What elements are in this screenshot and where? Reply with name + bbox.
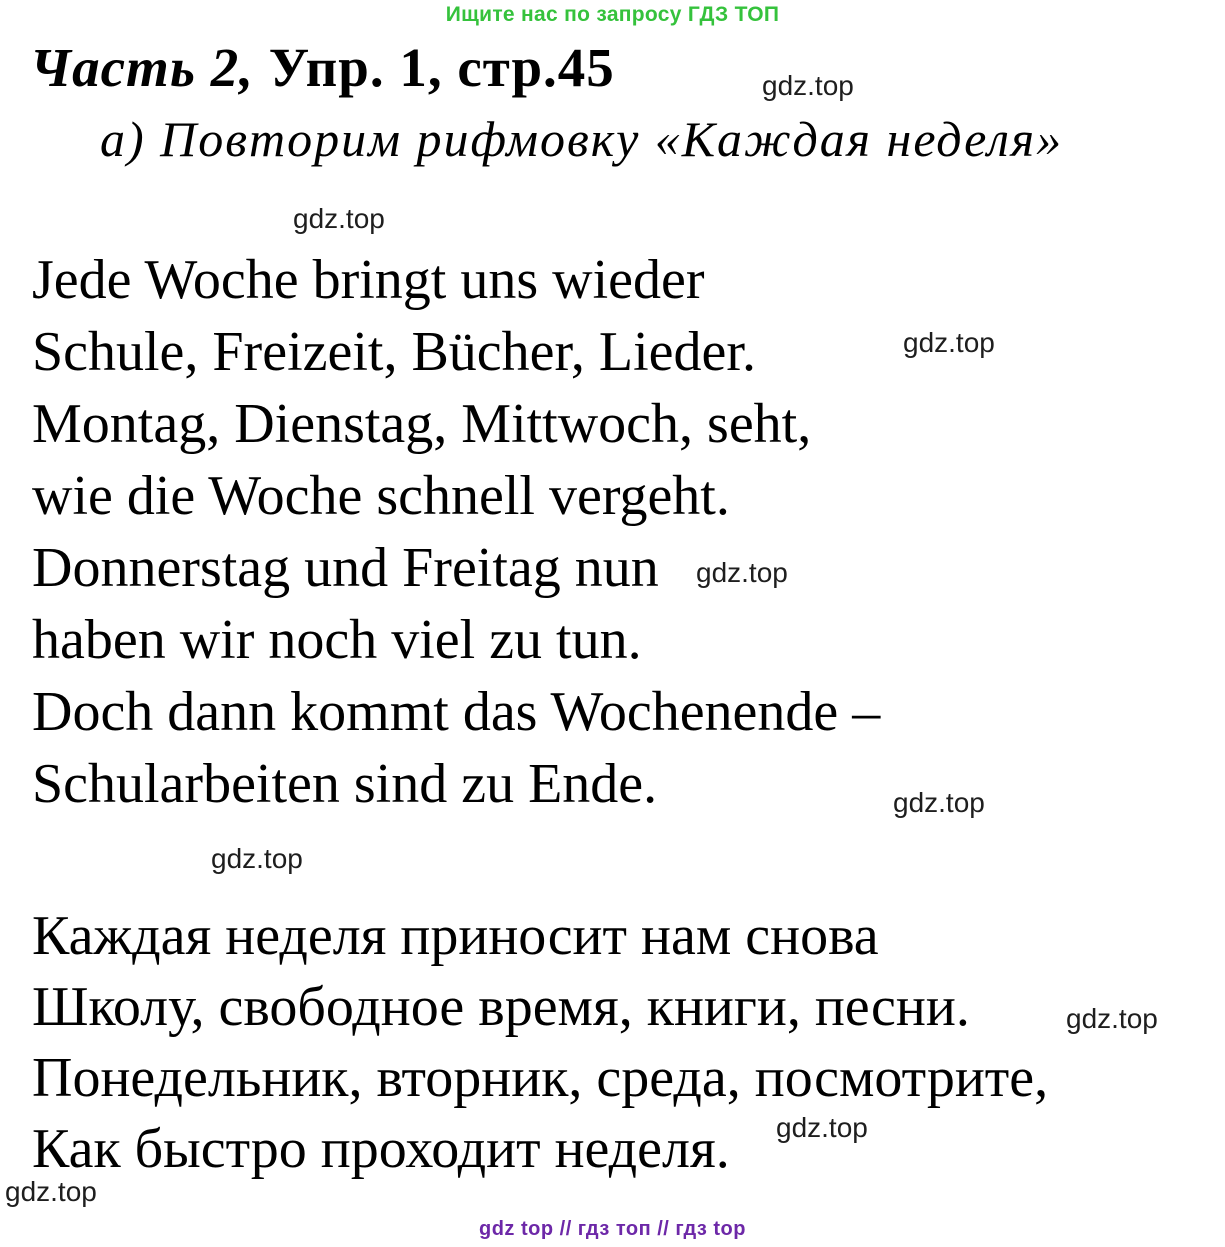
russian-poem-line: Каждая неделя приносит нам снова [32, 905, 879, 967]
promo-banner-text: Ищите нас по запросу ГДЗ ТОП [445, 3, 780, 26]
exercise-subtitle: а) Повторим рифмовку «Каждая неделя» [100, 111, 1064, 167]
page-title-rest: Упр. 1, стр.45 [253, 37, 615, 98]
german-poem-line: wie die Woche schnell vergeht. [32, 465, 730, 527]
gdz-watermark: gdz.top [293, 203, 385, 234]
gdz-watermark: gdz.top [696, 557, 788, 588]
german-poem-line: Doch dann kommt das Wochenende – [32, 681, 881, 743]
gdz-watermark: gdz.top [903, 327, 995, 358]
gdz-watermark: gdz.top [211, 843, 303, 874]
gdz-watermark: gdz.top [776, 1112, 868, 1143]
gdz-watermark: gdz.top [1066, 1003, 1158, 1034]
russian-translation [32, 901, 1048, 1185]
page-title [30, 36, 615, 99]
page-title-part: Часть 2, [30, 37, 254, 98]
german-poem-line: Montag, Dienstag, Mittwoch, seht, [32, 393, 812, 455]
german-poem-line: Schule, Freizeit, Bücher, Lieder. [32, 321, 756, 383]
russian-poem-line: Понедельник, вторник, среда, посмотрите, [32, 1047, 1049, 1109]
gdz-watermark: gdz.top [893, 787, 985, 818]
gdz-watermark: gdz.top [5, 1176, 97, 1207]
german-poem [32, 244, 880, 820]
russian-poem-line: Как быстро проходит неделя. [32, 1118, 730, 1180]
german-poem-line: Jede Woche bringt uns wieder [32, 249, 705, 311]
german-poem-line: Schularbeiten sind zu Ende. [32, 753, 658, 815]
russian-poem-line: Школу, свободное время, книги, песни. [32, 976, 970, 1038]
gdz-watermark: gdz.top [762, 70, 854, 101]
footer-site-tags: gdz top // гдз топ // гдз top [479, 1218, 746, 1240]
german-poem-line: haben wir noch viel zu tun. [32, 609, 642, 671]
german-poem-line: Donnerstag und Freitag nun [32, 537, 659, 599]
